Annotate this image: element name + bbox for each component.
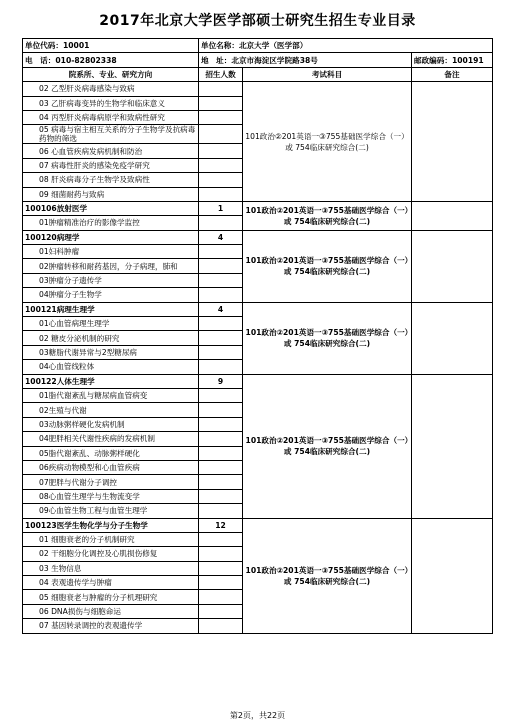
enrollment-count-empty <box>199 144 243 158</box>
exam-subjects: 101政治②201英语一③755基础医学综合（一）或 754临床研究综合(二) <box>243 230 412 302</box>
research-direction: 04 表观遗传学与肿瘤 <box>23 576 199 590</box>
research-direction: 01脂代谢紊乱与糖尿病血管病变 <box>23 388 199 402</box>
exam-subjects: 101政治②201英语一③755基础医学综合（一）或 754临床研究综合(二) <box>243 201 412 230</box>
research-direction: 02 干细胞分化调控及心肌损伤修复 <box>23 547 199 561</box>
research-direction: 03糖脂代谢异常与2型糖尿病 <box>23 345 199 359</box>
enrollment-count-empty <box>199 446 243 460</box>
enrollment-count-empty <box>199 82 243 96</box>
enrollment-count-empty <box>199 475 243 489</box>
page-footer: 第2页，共22页 <box>229 711 286 720</box>
address: 地 址：北京市海淀区学院路38号 <box>199 53 412 67</box>
enrollment-count: 4 <box>199 230 243 244</box>
department-name: 100122人体生理学 <box>23 374 199 388</box>
research-direction: 04肿瘤分子生物学 <box>23 288 199 302</box>
research-direction: 04心血管线粒体 <box>23 360 199 374</box>
enrollment-count: 9 <box>199 374 243 388</box>
enrollment-count-empty <box>199 187 243 201</box>
info-row-1 <box>23 39 493 53</box>
enrollment-count-empty <box>199 417 243 431</box>
enrollment-count-empty <box>199 273 243 287</box>
info-row-2 <box>23 53 493 67</box>
department-row <box>23 518 493 532</box>
department-name: 100121病理生理学 <box>23 302 199 316</box>
research-direction: 05脂代谢紊乱、动脉粥样硬化 <box>23 446 199 460</box>
remark-cell <box>412 518 493 633</box>
research-direction: 05 细胞衰老与肿瘤的分子机理研究 <box>23 590 199 604</box>
research-direction: 02 糖皮分泌机制的研究 <box>23 331 199 345</box>
enrollment-count-empty <box>199 173 243 187</box>
research-direction: 07 病毒性肝炎的感染免疫学研究 <box>23 158 199 172</box>
enrollment-count-empty <box>199 388 243 402</box>
research-direction: 06疾病动物模型和心血管疾病 <box>23 460 199 474</box>
research-direction: 03 生物信息 <box>23 561 199 575</box>
research-direction: 03肿瘤分子遗传学 <box>23 273 199 287</box>
enrollment-count-empty <box>199 590 243 604</box>
research-direction: 01心血管病理生理学 <box>23 317 199 331</box>
header-enrollment: 招生人数 <box>199 67 243 81</box>
enrollment-count-empty <box>199 125 243 144</box>
enrollment-count-empty <box>199 110 243 124</box>
research-direction: 08 肝炎病毒分子生物学及致病性 <box>23 173 199 187</box>
remark-cell <box>412 302 493 374</box>
research-direction: 07 基因转录调控的表观遗传学 <box>23 619 199 633</box>
header-program: 院系所、专业、研究方向 <box>23 67 199 81</box>
department-row <box>23 302 493 316</box>
department-name: 100106放射医学 <box>23 201 199 215</box>
research-direction: 03动脉粥样硬化发病机制 <box>23 417 199 431</box>
research-direction: 04 丙型肝炎病毒病原学和致病性研究 <box>23 110 199 124</box>
exam-subjects: 101政治②201英语一③755基础医学综合（一）或 754临床研究综合(二) <box>243 374 412 518</box>
unit-name: 单位名称：北京大学（医学部） <box>199 39 493 53</box>
research-direction: 09心血管生物工程与血管生理学 <box>23 504 199 518</box>
department-name: 100120病理学 <box>23 230 199 244</box>
remark-cell <box>412 374 493 518</box>
enrollment-count-empty <box>199 561 243 575</box>
enrollment-count-empty <box>199 432 243 446</box>
enrollment-count-empty <box>199 259 243 273</box>
remark-cell <box>412 230 493 302</box>
enrollment-count-empty <box>199 345 243 359</box>
enrollment-count-empty <box>199 576 243 590</box>
enrollment-count-empty <box>199 504 243 518</box>
direction-row <box>23 82 493 96</box>
enrollment-count-empty <box>199 158 243 172</box>
research-direction: 06 DNA损伤与细胞命运 <box>23 604 199 618</box>
enrollment-count-empty <box>199 96 243 110</box>
header-remark: 备注 <box>412 67 493 81</box>
research-direction: 01 细胞衰老的分子机制研究 <box>23 532 199 546</box>
enrollment-count-empty <box>199 288 243 302</box>
remark-cell <box>412 82 493 202</box>
research-direction: 02生殖与代谢 <box>23 403 199 417</box>
exam-subjects: 101政治②201英语一③755基础医学综合（一）或 754临床研究综合(二) <box>243 518 412 633</box>
enrollment-count-empty <box>199 403 243 417</box>
enrollment-count-empty <box>199 331 243 345</box>
department-row <box>23 201 493 215</box>
header-exam: 考试科目 <box>243 67 412 81</box>
research-direction: 05 病毒与宿主相互关系的分子生物学及抗病毒药物的筛选 <box>23 125 199 144</box>
research-direction: 01妇科肿瘤 <box>23 245 199 259</box>
enrollment-count-empty <box>199 547 243 561</box>
enrollment-count-empty <box>199 360 243 374</box>
research-direction: 01肿瘤精准治疗的影像学监控 <box>23 216 199 230</box>
enrollment-count-empty <box>199 489 243 503</box>
unit-code: 单位代码：10001 <box>23 39 199 53</box>
enrollment-count-empty <box>199 317 243 331</box>
research-direction: 02 乙型肝炎病毒感染与致病 <box>23 82 199 96</box>
enrollment-count-empty <box>199 460 243 474</box>
exam-subjects: 101政治②201英语一③755基础医学综合（一）或 754临床研究综合(二) <box>243 302 412 374</box>
research-direction: 03 乙肝病毒变异的生物学和临床意义 <box>23 96 199 110</box>
enrollment-count: 4 <box>199 302 243 316</box>
postcode: 邮政编码：100191 <box>412 53 493 67</box>
research-direction: 08心血管生理学与生物流变学 <box>23 489 199 503</box>
phone: 电 话：010-82802338 <box>23 53 199 67</box>
enrollment-count-empty <box>199 245 243 259</box>
exam-subjects: 101政治②201英语一③755基础医学综合（一）或 754临床研究综合(二) <box>243 82 412 202</box>
catalog-table <box>22 38 493 634</box>
enrollment-count-empty <box>199 216 243 230</box>
research-direction: 06 心血管疾病发病机制和防治 <box>23 144 199 158</box>
research-direction: 07肥胖与代谢分子调控 <box>23 475 199 489</box>
enrollment-count-empty <box>199 619 243 633</box>
enrollment-count-empty <box>199 604 243 618</box>
enrollment-count: 12 <box>199 518 243 532</box>
research-direction: 09 细菌耐药与致病 <box>23 187 199 201</box>
research-direction: 04肥胖相关代谢性疾病的发病机制 <box>23 432 199 446</box>
research-direction: 02肿瘤转移和耐药基因，分子病理，肺和 <box>23 259 199 273</box>
enrollment-count-empty <box>199 532 243 546</box>
department-row <box>23 374 493 388</box>
department-row <box>23 230 493 244</box>
remark-cell <box>412 201 493 230</box>
column-header-row <box>23 67 493 81</box>
enrollment-count: 1 <box>199 201 243 215</box>
page-title: 2017年北京大学医学部硕士研究生招生专业目录 <box>99 13 416 29</box>
department-name: 100123医学生物化学与分子生物学 <box>23 518 199 532</box>
